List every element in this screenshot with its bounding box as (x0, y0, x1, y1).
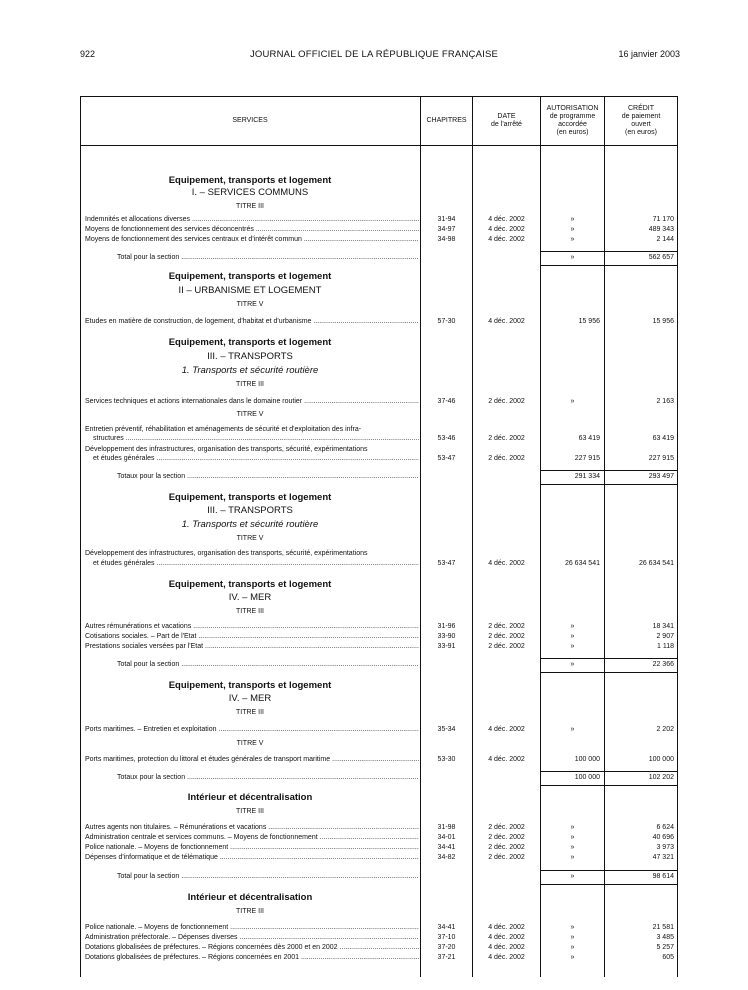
date-cell: 4 déc. 2002 (488, 954, 525, 961)
subsection-heading: 1. Transports et sécurité routière (181, 365, 319, 376)
autorisation-cell: » (570, 726, 575, 733)
autorisation-cell: » (570, 623, 575, 630)
autorisation-cell: » (570, 216, 575, 223)
titre-heading: TITRE III (236, 908, 264, 915)
chapitre-cell: 34-82 (437, 854, 456, 861)
date-cell: 2 déc. 2002 (488, 854, 525, 861)
service-label: Dotations globalisées de préfectures. – Régions concernées dès 2000 et en 2002 ..... (85, 943, 419, 953)
credit-cell: 100 000 (648, 756, 674, 763)
chapitre-cell: 31-98 (437, 824, 456, 831)
autorisation-cell: » (570, 226, 575, 233)
credit-cell: 2 144 (656, 236, 674, 243)
total-autorisation: » (570, 661, 575, 668)
credit-cell: 63 419 (652, 435, 674, 442)
date-cell: 2 déc. 2002 (488, 398, 525, 405)
credit-cell: 40 696 (652, 834, 674, 841)
header-date: DATE de l'arrêté (491, 113, 522, 128)
credit-cell: 6 624 (656, 824, 674, 831)
chapitre-cell: 31-94 (437, 216, 456, 223)
total-label: Totaux pour la section ..... (117, 472, 419, 482)
autorisation-cell: 100 000 (574, 756, 600, 763)
ministry-heading: Equipement, transports et logement (168, 492, 332, 503)
autorisation-cell: » (570, 924, 575, 931)
credit-cell: 26 634 541 (638, 560, 674, 567)
ministry-heading: Equipement, transports et logement (168, 579, 332, 590)
service-label: Services techniques et actions internationales dans le domaine routier ..... (85, 397, 419, 407)
chapitre-cell: 34-01 (437, 834, 456, 841)
chapitre-cell: 35-34 (437, 726, 456, 733)
total-autorisation: » (570, 873, 575, 880)
autorisation-cell: 227 915 (574, 455, 600, 462)
service-label: Police nationale. – Moyens de fonctionnement ..... (85, 843, 419, 853)
section-heading: II – URBANISME ET LOGEMENT (178, 285, 322, 296)
credit-cell: 18 341 (652, 623, 674, 630)
date-cell: 2 déc. 2002 (488, 643, 525, 650)
autorisation-cell: 26 634 541 (564, 560, 600, 567)
service-label: Autres rémunérations et vacations ..... (85, 622, 419, 632)
titre-heading: TITRE V (236, 740, 264, 747)
date-cell: 4 déc. 2002 (488, 560, 525, 567)
credit-cell: 3 973 (656, 844, 674, 851)
autorisation-cell: » (570, 854, 575, 861)
total-label: Totaux pour la section ..... (117, 773, 419, 783)
total-credit: 293 497 (648, 473, 674, 480)
titre-heading: TITRE III (236, 203, 264, 210)
section-heading: III. – TRANSPORTS (207, 351, 293, 362)
service-label: Ports maritimes, protection du littoral et études générales de transport maritime ..... (85, 755, 419, 765)
service-label: Administration centrale et services communs. – Moyens de fonctionnement ..... (85, 833, 419, 843)
ministry-heading: Intérieur et décentralisation (187, 792, 313, 803)
header-credit: CRÉDIT de paiement ouvert (en euros) (621, 105, 661, 136)
date-cell: 2 déc. 2002 (488, 824, 525, 831)
date-cell: 4 déc. 2002 (488, 318, 525, 325)
total-label: Total pour la section ..... (117, 660, 419, 670)
header-chapitres: CHAPITRES (426, 117, 467, 124)
service-label: Entretien préventif, réhabilitation et aménagements de sécurité et d'exploitation des infra- (85, 426, 362, 433)
credit-cell: 47 321 (652, 854, 674, 861)
total-autorisation: 100 000 (574, 774, 600, 781)
section-heading: I. – SERVICES COMMUNS (191, 187, 309, 198)
total-label: Total pour la section ..... (117, 253, 419, 263)
chapitre-cell: 37-10 (437, 934, 456, 941)
titre-heading: TITRE V (236, 301, 264, 308)
total-autorisation: 291 334 (574, 473, 600, 480)
credit-cell: 15 956 (652, 318, 674, 325)
total-credit: 102 202 (648, 774, 674, 781)
section-heading: III. – TRANSPORTS (207, 505, 293, 516)
chapitre-cell: 34-41 (437, 924, 456, 931)
credit-cell: 605 (662, 954, 674, 961)
chapitre-cell: 53-46 (437, 435, 456, 442)
section-heading: IV. – MER (228, 693, 272, 704)
credit-cell: 489 343 (648, 226, 674, 233)
autorisation-cell: 15 956 (578, 318, 600, 325)
chapitre-cell: 53-47 (437, 455, 456, 462)
credit-cell: 71 170 (652, 216, 674, 223)
total-credit: 562 657 (648, 254, 674, 261)
autorisation-cell: » (570, 934, 575, 941)
ministry-heading: Intérieur et décentralisation (187, 892, 313, 903)
chapitre-cell: 34-41 (437, 844, 456, 851)
autorisation-cell: » (570, 633, 575, 640)
date-cell: 2 déc. 2002 (488, 633, 525, 640)
service-label: Administration préfectorale. – Dépenses diverses ..... (85, 933, 419, 943)
autorisation-cell: » (570, 844, 575, 851)
credit-cell: 1 118 (657, 643, 674, 650)
autorisation-cell: » (570, 834, 575, 841)
date-cell: 2 déc. 2002 (488, 623, 525, 630)
subsection-heading: 1. Transports et sécurité routière (181, 519, 319, 530)
titre-heading: TITRE III (236, 608, 264, 615)
total-label: Total pour la section ..... (117, 872, 419, 882)
chapitre-cell: 53-30 (437, 756, 456, 763)
page-number: 922 (80, 49, 96, 59)
service-label: Moyens de fonctionnement des services déconcentrés ..... (85, 225, 419, 235)
service-label: Développement des infrastructures, organisation des transports, sécurité, expérimentations (85, 446, 368, 453)
credit-cell: 5 257 (656, 944, 674, 951)
date-cell: 2 déc. 2002 (488, 834, 525, 841)
service-label: Cotisations sociales. – Part de l'Etat ..... (85, 632, 419, 642)
total-credit: 22 366 (652, 661, 674, 668)
budget-table (80, 96, 678, 977)
titre-heading: TITRE V (236, 411, 264, 418)
service-label: Dotations globalisées de préfectures. – Régions concernées en 2001 ..... (85, 953, 419, 963)
service-label: Indemnités et allocations diverses ..... (85, 215, 419, 225)
chapitre-cell: 33-90 (437, 633, 456, 640)
chapitre-cell: 31-96 (437, 623, 456, 630)
autorisation-cell: » (570, 824, 575, 831)
chapitre-cell: 37-21 (437, 954, 456, 961)
ministry-heading: Equipement, transports et logement (168, 175, 332, 186)
journal-title: JOURNAL OFFICIEL DE LA RÉPUBLIQUE FRANÇAISE (249, 49, 499, 60)
date-cell: 4 déc. 2002 (488, 924, 525, 931)
date-cell: 4 déc. 2002 (488, 756, 525, 763)
service-label: Prestations sociales versées par l'Etat ..... (85, 642, 419, 652)
header-autorisation: AUTORISATION de programme accordée (en euros) (546, 105, 599, 136)
chapitre-cell: 37-46 (437, 398, 456, 405)
date-cell: 4 déc. 2002 (488, 236, 525, 243)
credit-cell: 2 907 (656, 633, 674, 640)
total-autorisation: » (570, 254, 575, 261)
date-cell: 4 déc. 2002 (488, 944, 525, 951)
section-heading: IV. – MER (228, 592, 272, 603)
service-label: Autres agents non titulaires. – Rémunérations et vacations ..... (85, 823, 419, 833)
date-cell: 4 déc. 2002 (488, 216, 525, 223)
autorisation-cell: 63 419 (578, 435, 600, 442)
total-credit: 98 614 (652, 873, 674, 880)
date-cell: 2 déc. 2002 (488, 455, 525, 462)
autorisation-cell: » (570, 236, 575, 243)
credit-cell: 227 915 (648, 455, 674, 462)
service-label: Ports maritimes. – Entretien et exploitation ..... (85, 725, 419, 735)
chapitre-cell: 37-20 (437, 944, 456, 951)
header-services: SERVICES (232, 117, 268, 124)
service-label: Dépenses d'informatique et de télématique ..... (85, 853, 419, 863)
ministry-heading: Equipement, transports et logement (168, 271, 332, 282)
service-label: Etudes en matière de construction, de logement, d'habitat et d'urbanisme ..... (85, 317, 419, 327)
date-cell: 4 déc. 2002 (488, 226, 525, 233)
service-label: Développement des infrastructures, organisation des transports, sécurité, expérimentations (85, 550, 368, 557)
credit-cell: 21 581 (652, 924, 674, 931)
titre-heading: TITRE III (236, 709, 264, 716)
ministry-heading: Equipement, transports et logement (168, 337, 332, 348)
titre-heading: TITRE III (236, 381, 264, 388)
date-cell: 4 déc. 2002 (488, 934, 525, 941)
titre-heading: TITRE V (236, 535, 264, 542)
service-label: Moyens de fonctionnement des services centraux et d'intérêt commun ..... (85, 235, 419, 245)
service-label: et études générales ..... (93, 559, 419, 569)
date-cell: 4 déc. 2002 (488, 726, 525, 733)
service-label: Police nationale. – Moyens de fonctionnement ..... (85, 923, 419, 933)
titre-heading: TITRE III (236, 808, 264, 815)
credit-cell: 2 163 (656, 398, 674, 405)
autorisation-cell: » (570, 643, 575, 650)
chapitre-cell: 33-91 (437, 643, 456, 650)
service-label: et études générales ..... (93, 454, 419, 464)
credit-cell: 3 485 (656, 934, 674, 941)
autorisation-cell: » (570, 398, 575, 405)
autorisation-cell: » (570, 944, 575, 951)
ministry-heading: Equipement, transports et logement (168, 680, 332, 691)
chapitre-cell: 34-97 (437, 226, 456, 233)
autorisation-cell: » (570, 954, 575, 961)
chapitre-cell: 34-98 (437, 236, 456, 243)
date-cell: 2 déc. 2002 (488, 435, 525, 442)
service-label: structures ..... (93, 434, 419, 444)
chapitre-cell: 53-47 (437, 560, 456, 567)
date-cell: 2 déc. 2002 (488, 844, 525, 851)
chapitre-cell: 57-30 (437, 318, 456, 325)
publication-date: 16 janvier 2003 (618, 49, 680, 59)
credit-cell: 2 202 (656, 726, 674, 733)
table-header (80, 97, 678, 146)
